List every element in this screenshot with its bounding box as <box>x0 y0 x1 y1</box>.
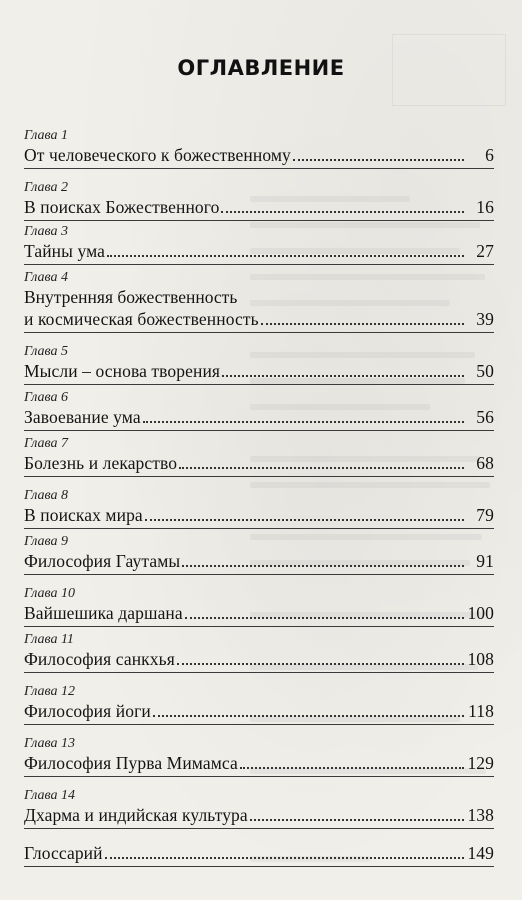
chapter-label: Глава 12 <box>24 684 75 699</box>
chapter-label: Глава 13 <box>24 736 75 751</box>
leader-dots <box>105 855 464 859</box>
chapter-title: Философия Гаутамы <box>24 551 181 571</box>
toc-line <box>24 196 494 218</box>
toc-line <box>24 648 494 670</box>
page-number: 50 <box>476 361 494 381</box>
separator-rule <box>24 574 494 575</box>
leader-dots <box>250 817 464 821</box>
chapter-title: В поисках Божественного <box>24 197 220 217</box>
leader-dots <box>240 765 464 769</box>
chapter-title: Вайшешика даршана <box>24 603 183 623</box>
separator-rule <box>24 528 494 529</box>
chapter-label: Глава 6 <box>24 390 68 405</box>
chapter-title: Болезнь и лекарство <box>24 453 178 473</box>
page-title: ОГЛАВЛЕНИЕ <box>177 56 345 80</box>
separator-rule <box>24 776 494 777</box>
page-number: 91 <box>476 551 494 571</box>
leader-dots <box>145 517 464 521</box>
chapter-title: В поисках мира <box>24 505 143 525</box>
page-number: 56 <box>476 407 494 427</box>
chapter-label: Глава 4 <box>24 270 68 285</box>
chapter-title-line2: и космическая божественность <box>24 309 259 329</box>
toc-line <box>24 144 494 166</box>
chapter-label: Глава 7 <box>24 436 68 451</box>
page-number: 16 <box>476 197 494 217</box>
toc-entry <box>24 180 494 224</box>
separator-rule <box>24 828 494 829</box>
toc-entry <box>24 128 494 180</box>
toc-entry <box>24 586 494 632</box>
toc-line <box>24 240 494 262</box>
page-number: 27 <box>476 241 494 261</box>
toc-line <box>24 842 494 864</box>
chapter-label: Глава 9 <box>24 534 68 549</box>
chapter-label: Глава 10 <box>24 586 75 601</box>
separator-rule <box>24 168 494 169</box>
toc-entry <box>24 390 494 436</box>
chapter-title-line1: Внутренняя божественность <box>24 287 238 307</box>
separator-rule <box>24 384 494 385</box>
chapter-title: Тайны ума <box>24 241 106 261</box>
chapter-title: Философия санкхья <box>24 649 175 669</box>
toc-entry <box>24 488 494 534</box>
chapter-title: Мысли – основа творения <box>24 361 221 381</box>
chapter-label: Глава 11 <box>24 632 74 647</box>
toc-entry <box>24 224 494 270</box>
page-number: 6 <box>485 145 494 165</box>
chapter-label: Глава 3 <box>24 224 68 239</box>
glossary-title: Глоссарий <box>24 843 103 863</box>
toc-entry <box>24 436 494 488</box>
leader-dots <box>177 661 464 665</box>
toc-line <box>24 504 494 526</box>
toc-entry <box>24 344 494 390</box>
leader-dots <box>261 321 464 325</box>
toc-line <box>24 752 494 774</box>
toc-entry <box>24 632 494 684</box>
toc-line <box>24 804 494 826</box>
separator-rule <box>24 626 494 627</box>
leader-dots <box>107 253 464 257</box>
toc-entry <box>24 736 494 788</box>
leader-dots <box>182 563 464 567</box>
separator-rule <box>24 724 494 725</box>
separator-rule <box>24 264 494 265</box>
page-number: 108 <box>467 649 494 669</box>
leader-dots <box>293 157 464 161</box>
page-number: 129 <box>467 753 494 773</box>
toc-line <box>24 700 494 722</box>
page-number: 149 <box>467 843 494 863</box>
chapter-title: Дхарма и индийская культура <box>24 805 248 825</box>
page-number: 68 <box>476 453 494 473</box>
page-number: 118 <box>468 701 494 721</box>
separator-rule <box>24 220 494 221</box>
page-number: 138 <box>467 805 494 825</box>
leader-dots <box>153 713 464 717</box>
chapter-title: От человеческого к божественному <box>24 145 291 165</box>
toc-line <box>24 452 494 474</box>
chapter-label: Глава 1 <box>24 128 68 143</box>
chapter-label: Глава 14 <box>24 788 75 803</box>
page-number: 100 <box>467 603 494 623</box>
leader-dots <box>143 419 464 423</box>
toc-line <box>24 550 494 572</box>
separator-rule <box>24 866 494 867</box>
toc-entry <box>24 270 494 344</box>
page-number: 79 <box>476 505 494 525</box>
chapter-label: Глава 2 <box>24 180 68 195</box>
toc-entry <box>24 788 494 834</box>
chapter-title: Завоевание ума <box>24 407 141 427</box>
separator-rule <box>24 430 494 431</box>
separator-rule <box>24 672 494 673</box>
toc-line <box>24 406 494 428</box>
chapter-label: Глава 8 <box>24 488 68 503</box>
toc-line <box>24 308 494 330</box>
table-of-contents <box>24 128 494 876</box>
toc-line <box>24 602 494 624</box>
separator-rule <box>24 332 494 333</box>
chapter-title: Философия Пурва Мимамса <box>24 753 238 773</box>
toc-entry <box>24 684 494 736</box>
leader-dots <box>179 465 464 469</box>
toc-line <box>24 360 494 382</box>
leader-dots <box>221 209 464 213</box>
leader-dots <box>185 615 464 619</box>
toc-entry <box>24 534 494 586</box>
leader-dots <box>222 373 464 377</box>
toc-entry-glossary <box>24 834 494 876</box>
chapter-label: Глава 5 <box>24 344 68 359</box>
page-number: 39 <box>476 309 494 329</box>
chapter-title: Философия йоги <box>24 701 151 721</box>
separator-rule <box>24 476 494 477</box>
